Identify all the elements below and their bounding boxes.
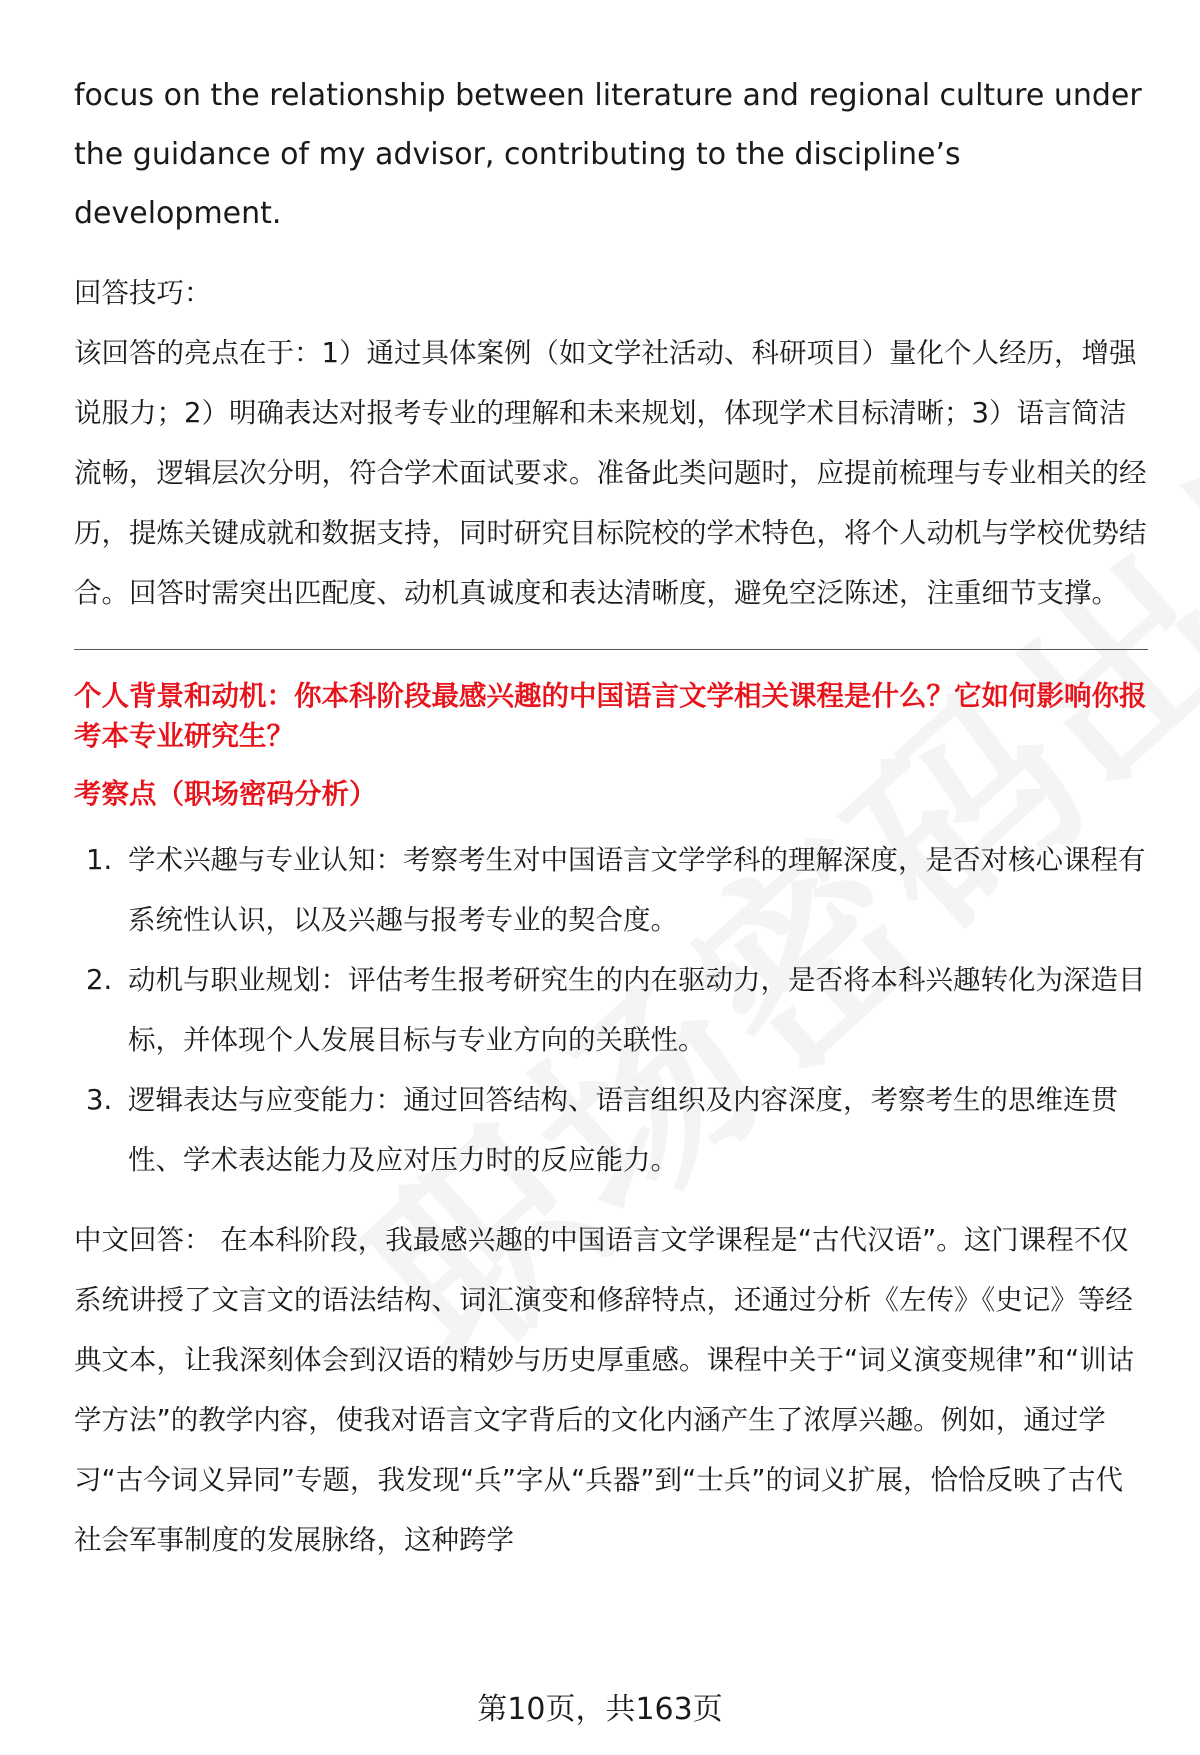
- english-answer-tail: focus on the relationship between literature and regional culture under the guidance of my advisor, contributing to the discipline’s development.: [74, 78, 1142, 231]
- list-item: [74, 950, 1148, 1070]
- list-item: [74, 830, 1148, 950]
- section-divider: [74, 649, 1148, 650]
- list-item: [74, 1070, 1148, 1190]
- page-number: 第10页，共163页: [477, 1692, 723, 1727]
- list-item-number: 2.: [86, 964, 113, 996]
- list-item-number: 1.: [86, 844, 113, 876]
- question-heading: 个人背景和动机：你本科阶段最感兴趣的中国语言文学相关课程是什么？它如何影响你报考本专业研究生？: [74, 680, 1147, 752]
- list-item-text: 学术兴趣与专业认知：考察考生对中国语言文学学科的理解深度，是否对核心课程有系统性认识，以及兴趣与报考专业的契合度。: [128, 844, 1146, 936]
- exam-points-title: 考察点（职场密码分析）: [74, 778, 377, 810]
- list-item-text: 动机与职业规划：评估考生报考研究生的内在驱动力，是否将本科兴趣转化为深造目标，并体现个人发展目标与专业方向的关联性。: [128, 964, 1146, 1056]
- tips-text: 该回答的亮点在于：1）通过具体案例（如文学社活动、科研项目）量化个人经历，增强说服力；2）明确表达对报考专业的理解和未来规划，体现学术目标清晰；3）语言简洁流畅，逻辑层次分明，符合学术面试要求。准备此类问题时，应提前梳理与专业相关的经历，提炼关键成就和数据支持，同时研究目标院校的学术特色，将个人动机与学校优势结合。回答时需突出匹配度、动机真诚度和表达清晰度，避免空泛陈述，注重细节支撑。: [74, 337, 1147, 609]
- exam-points-list: [74, 830, 1148, 1190]
- tips-label: 回答技巧：: [74, 277, 212, 309]
- page-content: [74, 66, 1148, 1570]
- chinese-answer: 中文回答： 在本科阶段，我最感兴趣的中国语言文学课程是“古代汉语”。这门课程不仅系统讲授了文言文的语法结构、词汇演变和修辞特点，还通过分析《左传》《史记》等经典文本，让我深刻体会到汉语的精妙与历史厚重感。课程中关于“词义演变规律”和“训诂学方法”的教学内容，使我对语言文字背后的文化内涵产生了浓厚兴趣。例如，通过学习“古今词义异同”专题，我发现“兵”字从“兵器”到“士兵”的词义扩展，恰恰反映了古代社会军事制度的发展脉络，这种跨学: [74, 1224, 1135, 1556]
- list-item-number: 3.: [86, 1084, 113, 1116]
- list-item-text: 逻辑表达与应变能力：通过回答结构、语言组织及内容深度，考察考生的思维连贯性、学术表达能力及应对压力时的反应能力。: [128, 1084, 1118, 1176]
